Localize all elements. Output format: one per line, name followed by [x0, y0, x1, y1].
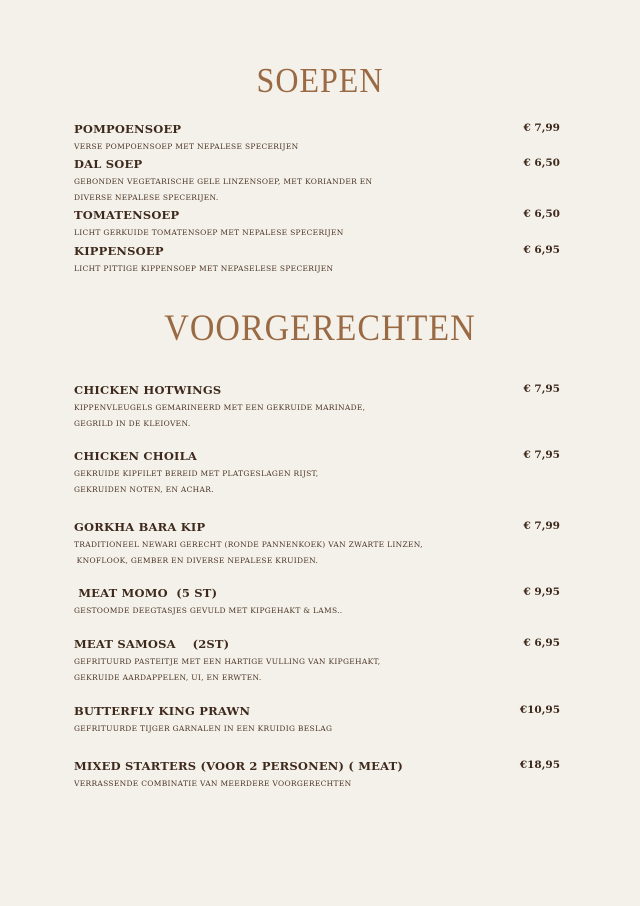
item-price: € 6,95	[523, 244, 560, 256]
item-description-line: GEKRUIDE AARDAPPELEN, UI, EN ERWTEN.	[74, 672, 262, 682]
item-price: € 6,95	[523, 637, 560, 649]
item-price: € 7,95	[523, 449, 560, 461]
item-name: MEAT MOMO (5 ST)	[74, 586, 218, 600]
item-name: DAL SOEP	[74, 157, 143, 171]
menu-item	[74, 704, 560, 737]
item-name: CHICKEN CHOILA	[74, 449, 198, 463]
item-description-line: GESTOOMDE DEEGTASJES GEVULD MET KIPGEHAKT & LAMS..	[74, 606, 343, 615]
item-description	[74, 261, 560, 277]
item-name: BUTTERFLY KING PRAWN	[74, 704, 251, 718]
item-description-line: KIPPENVLEUGELS GEMARINEERD MET EEN GEKRUIDE MARINADE,	[74, 403, 366, 412]
item-price: € 7,99	[523, 520, 560, 532]
item-description-line: VERRASSENDE COMBINATIE VAN MEERDERE VOORGERECHTEN	[74, 779, 352, 788]
item-description-line: GEKRUIDE KIPFILET BEREID MET PLATGESLAGEN RIJST,	[74, 469, 319, 478]
item-description-line: GEGRILD IN DE KLEIOVEN.	[74, 418, 191, 428]
menu-item	[74, 520, 560, 568]
item-description	[74, 721, 560, 737]
item-price: € 9,95	[523, 586, 560, 598]
menu-item	[74, 244, 560, 277]
item-description-line: TRADITIONEEL NEWARI GERECHT (RONDE PANNENKOEK) VAN ZWARTE LINZEN,	[74, 540, 423, 549]
item-price: €18,95	[519, 759, 560, 771]
item-description	[74, 225, 560, 241]
item-description-line: LICHT PITTIGE KIPPENSOEP MET NEPASELESE SPECERIJEN	[74, 264, 334, 273]
item-description	[74, 537, 560, 568]
item-description-line: GEBONDEN VEGETARISCHE GELE LINZENSOEP, MET KORIANDER EN	[74, 177, 373, 186]
item-description-line: GEFRITUURDE TIJGER GARNALEN IN EEN KRUIDIG BESLAG	[74, 724, 333, 733]
menu-item	[74, 208, 560, 241]
item-description	[74, 400, 560, 431]
item-name: MEAT SAMOSA (2ST)	[74, 637, 230, 651]
item-description-line: KNOFLOOK, GEMBER EN DIVERSE NEPALESE KRUIDEN.	[74, 555, 319, 565]
item-price: € 7,99	[523, 122, 560, 134]
item-description	[74, 466, 560, 497]
item-description	[74, 603, 560, 619]
item-name: KIPPENSOEP	[74, 244, 164, 258]
item-name: POMPOENSOEP	[74, 122, 182, 136]
item-name: GORKHA BARA KIP	[74, 520, 206, 534]
section-title-voorgerechten: VOORGERECHTEN	[164, 308, 476, 349]
item-description	[74, 174, 560, 205]
item-name: CHICKEN HOTWINGS	[74, 383, 222, 397]
item-name: TOMATENSOEP	[74, 208, 180, 222]
item-description	[74, 776, 560, 792]
item-price: € 7,95	[523, 383, 560, 395]
item-description	[74, 139, 560, 155]
item-description-line: GEFRITUURD PASTEITJE MET EEN HARTIGE VULLING VAN KIPGEHAKT,	[74, 657, 381, 666]
menu-item	[74, 122, 560, 155]
item-description	[74, 654, 560, 685]
menu-item	[74, 637, 560, 685]
item-price: € 6,50	[523, 208, 560, 220]
item-description-line: LICHT GERKUIDE TOMATENSOEP MET NEPALESE SPECERIJEN	[74, 228, 344, 237]
section-title-soepen: SOEPEN	[256, 60, 384, 100]
menu-item	[74, 383, 560, 431]
item-name: MIXED STARTERS (VOOR 2 PERSONEN) ( MEAT)	[74, 759, 403, 773]
menu-item	[74, 759, 560, 792]
item-description-line: DIVERSE NEPALESE SPECERIJEN.	[74, 192, 219, 202]
menu-item	[74, 449, 560, 497]
item-price: € 6,50	[523, 157, 560, 169]
item-price: €10,95	[519, 704, 560, 716]
item-description-line: GEKRUIDEN NOTEN, EN ACHAR.	[74, 484, 214, 494]
menu-item	[74, 157, 560, 205]
item-description-line: VERSE POMPOENSOEP MET NEPALESE SPECERIJEN	[74, 142, 299, 151]
menu-item	[74, 586, 560, 619]
